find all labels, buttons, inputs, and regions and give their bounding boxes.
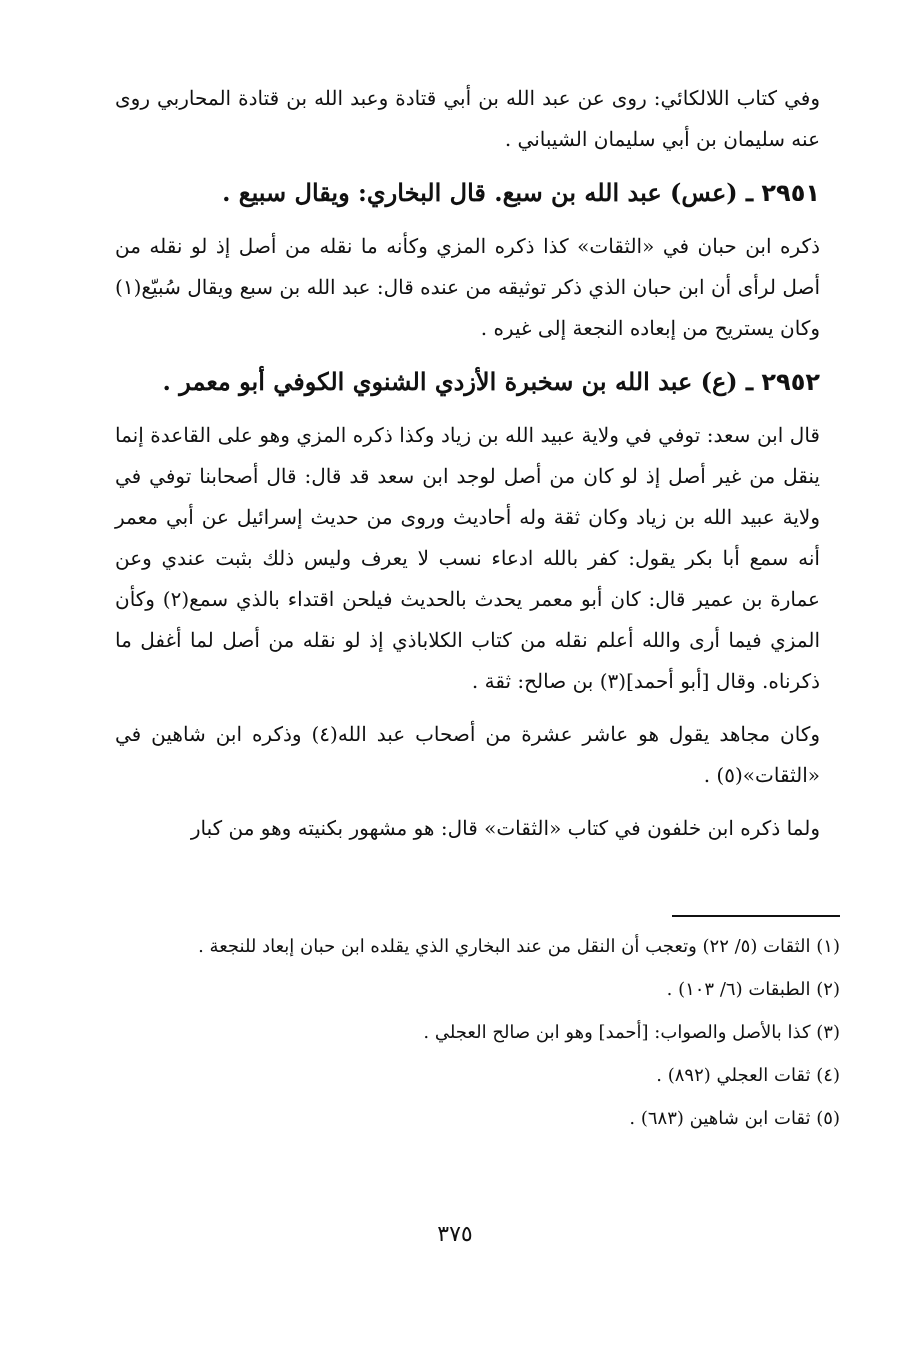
entry-2952-heading — [115, 361, 820, 403]
main-text — [115, 78, 820, 861]
footnotes — [115, 928, 840, 1143]
footnote-4: (٤) ثقات العجلي (٨٩٢) . — [656, 1065, 840, 1086]
entry-2952-paragraph-1: قال ابن سعد: توفي في ولاية عبيد الله بن زياد وكذا ذكره المزي وهو على القاعدة إنما ينقل من غير أصل إذ لو كان من أصل لوجد ابن سعد قد قال: قال أصحابنا توفي في ولاية عبيد الله بن زياد وكان ثقة وله أحاديث وروى من حديث إسرائيل عن أبي معمر أنه سمع أبا بكر يقول: كفر بالله ادعاء نسب لا يعرف وليس ذلك بثبت عندي وعن عمارة بن عمير قال: كان أبو معمر يحدث بالحديث فيلحن اقتداء بالذي سمع(٢) وكأن المزي فيما أرى والله أعلم نقله من كتاب الكلاباذي إذ لو نقله من أصل لما أغفل ما ذكرناه. وقال [أبو أحمد](٣) بن صالح: ثقة . — [115, 423, 820, 693]
entry-2951-paragraph: ذكره ابن حبان في «الثقات» كذا ذكره المزي وكأنه ما نقله من أصل إذ لو نقله من أصل لرأى أن ابن حبان الذي ذكر توثيقه من عنده قال: عبد الله بن سبع ويقال سُبيّع(١) وكان يستريح من إبعاده النجعة إلى غيره . — [115, 234, 820, 340]
footnote-3: (٣) كذا بالأصل والصواب: [أحمد] وهو ابن صالح العجلي . — [423, 1022, 840, 1043]
entry-number: ٢٩٥١ — [761, 179, 820, 207]
page-number: ٣٧٥ — [437, 1222, 473, 1247]
entry-2952-paragraph-3: ولما ذكره ابن خلفون في كتاب «الثقات» قال: هو مشهور بكنيته وهو من كبار — [190, 816, 820, 840]
footnote-2: (٢) الطبقات (٦/ ١٠٣) . — [666, 979, 840, 1000]
paragraph-lalakai: وفي كتاب اللالكائي: روى عن عبد الله بن أبي قتادة وعبد الله بن قتادة المحاربي روى عنه سليمان بن أبي سليمان الشيباني . — [115, 86, 820, 151]
entry-number: ٢٩٥٢ — [761, 368, 820, 396]
footnote-1: (١) الثقات (٥/ ٢٢) وتعجب أن النقل من عند البخاري الذي يقلده ابن حبان إبعاد للنجعة . — [198, 936, 840, 957]
entry-2952-paragraph-2: وكان مجاهد يقول هو عاشر عشرة من أصحاب عبد الله(٤) وذكره ابن شاهين في «الثقات»(٥) . — [115, 722, 820, 787]
entry-title: ـ (عس) عبد الله بن سبع. قال البخاري: ويقال سبيع . — [222, 178, 754, 207]
footnote-divider — [672, 915, 840, 917]
entry-title: ـ (ع) عبد الله بن سخبرة الأزدي الشنوي الكوفي أبو معمر . — [162, 367, 754, 396]
entry-2951-heading — [115, 172, 820, 214]
footnote-5: (٥) ثقات ابن شاهين (٦٨٣) . — [629, 1108, 840, 1129]
